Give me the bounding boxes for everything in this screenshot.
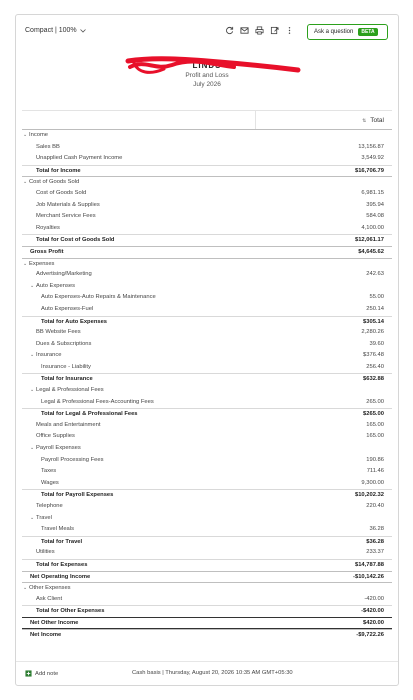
table-row [22,142,392,154]
table-row [22,431,392,443]
row-label: Taxes [41,468,57,475]
row-label: Telephone [36,503,63,509]
row-value[interactable]: $36.28 [366,538,384,545]
row-value[interactable]: 395.94 [366,201,384,208]
table-row [22,466,392,478]
table-row [22,304,392,316]
report-panel [15,14,399,686]
chevron-down-icon[interactable]: ⌄ [30,514,35,521]
section-header-row[interactable] [22,176,392,188]
section-header-row[interactable] [22,350,392,362]
total-row [22,316,392,328]
total-row [22,605,392,617]
table-row [22,455,392,467]
section-header-row[interactable] [22,513,392,525]
row-value[interactable]: 256.40 [366,363,384,370]
table-row [22,188,392,200]
row-label: BB Website Fees [36,329,81,336]
row-label: Legal & Professional Fees [36,387,104,394]
chevron-down-icon[interactable]: ⌄ [30,387,35,394]
row-label: Auto Expenses [36,282,75,289]
row-value[interactable]: $4,645.62 [358,248,384,255]
row-value[interactable]: -$10,142.26 [353,573,384,580]
row-value[interactable]: $16,706.79 [354,167,384,174]
row-label: Payroll Expenses [36,445,81,452]
row-value[interactable]: 190.86 [366,456,384,463]
row-label: Travel Meals [41,526,74,533]
row-value[interactable]: $305.14 [363,318,384,325]
row-label: Advertising/Marketing [36,271,92,278]
chevron-down-icon[interactable]: ⌄ [23,260,28,267]
row-label: Expenses [29,260,55,267]
row-value[interactable]: $10,202.32 [354,492,384,499]
section-header-row[interactable] [22,130,392,142]
row-label: Legal & Professional Fees-Accounting Fees [41,398,154,405]
total-row [22,165,392,177]
row-value[interactable]: $12,061.17 [354,237,384,244]
table-row [22,153,392,165]
row-label: Royalties [36,224,60,231]
total-row [22,536,392,548]
row-value[interactable]: 4,100.00 [361,224,384,231]
row-value[interactable]: 220.40 [366,503,384,509]
total-row [22,246,392,258]
row-value[interactable]: 36.28 [369,526,384,533]
row-label: Cost of Goods Sold [36,189,87,196]
row-label: Auto Expenses-Auto Repairs & Maintenance [41,294,156,301]
table-row [22,292,392,304]
row-label: Total for Legal & Professional Fees [41,411,138,418]
report-period: July 2026 [193,81,221,88]
row-value[interactable]: 165.00 [366,421,384,428]
email-icon[interactable] [240,26,249,35]
row-value[interactable]: 39.60 [369,340,384,347]
section-header-row[interactable] [22,582,392,594]
row-label: Total for Insurance [41,376,93,383]
row-value[interactable]: 2,280.26 [361,329,384,336]
row-label: Net Income [30,631,62,638]
row-label: Insurance [36,352,62,359]
view-select-label: Compact | 100% [25,27,77,34]
table-row [22,501,392,513]
report-toolbar [16,15,398,49]
row-value[interactable]: 55.00 [369,294,384,301]
total-row [22,373,392,385]
row-label: Wages [41,479,59,486]
row-value[interactable]: 711.46 [366,468,384,475]
row-label: Gross Profit [30,248,64,255]
company-name: LINDS [192,61,222,70]
row-label: Job Materials & Supplies [36,201,100,208]
add-note-button[interactable] [25,670,58,677]
table-row [22,547,392,559]
table-row [22,200,392,212]
row-value[interactable]: -420.00 [364,595,384,602]
row-label: Travel [36,514,52,521]
table-header [22,110,392,130]
refresh-icon[interactable] [225,26,234,35]
row-label: Office Supplies [36,433,75,440]
total-row [22,629,392,641]
ask-question-button[interactable] [307,24,388,40]
row-value[interactable]: $14,787.88 [354,561,384,568]
row-label: Net Other Income [30,619,79,626]
row-value[interactable]: 165.00 [366,433,384,440]
row-value[interactable]: 233.37 [366,549,384,556]
report-basis-timestamp: Cash basis | Thursday, August 20, 2026 10:35 AM GMT+05:30 [132,670,293,676]
row-label: Dues & Subscriptions [36,340,92,347]
row-value[interactable]: $420.00 [363,619,384,626]
row-label: Payroll Processing Fees [41,456,104,463]
row-label: Total for Expenses [36,561,88,568]
row-label: Unapplied Cash Payment Income [36,155,123,162]
ask-question-label: Ask a question [314,29,354,35]
total-row [22,408,392,420]
row-label: Other Expenses [29,585,71,592]
more-icon[interactable] [285,26,294,35]
sort-icon: ⇅ [362,118,367,124]
row-value[interactable]: $632.88 [363,376,384,383]
chevron-down-icon [80,29,86,33]
table-row [22,397,392,409]
total-row [22,234,392,246]
row-label: Utilities [36,549,55,556]
row-value[interactable]: 584.08 [366,213,384,220]
row-label: Total for Income [36,167,81,174]
section-header-row[interactable] [22,385,392,397]
table-row [22,420,392,432]
table-row [22,524,392,536]
row-label: Sales BB [36,143,60,150]
row-value[interactable]: $376.48 [363,352,384,359]
row-value[interactable]: 3,549.92 [361,155,384,162]
row-label: Merchant Service Fees [36,213,96,220]
row-value[interactable]: 265.00 [366,398,384,405]
chevron-down-icon[interactable]: ⌄ [23,585,28,592]
chevron-down-icon[interactable]: ⌄ [30,445,35,452]
note-icon [25,670,32,677]
report-footer [16,661,398,685]
section-header-row[interactable] [22,258,392,270]
row-value[interactable]: 250.14 [366,305,384,312]
report-title: Profit and Loss [185,72,229,79]
section-header-row[interactable] [22,443,392,455]
chevron-down-icon[interactable]: ⌄ [23,132,28,138]
row-value[interactable]: -$9,722.26 [356,631,384,638]
chevron-down-icon[interactable]: ⌄ [30,282,35,289]
row-label: Meals and Entertainment [36,421,101,428]
row-value[interactable]: $265.00 [363,411,384,418]
row-value[interactable]: 6,981.15 [361,189,384,196]
add-note-label: Add note [35,670,59,677]
print-icon[interactable] [255,26,264,35]
row-label: Total for Cost of Goods Sold [36,237,115,244]
table-row [22,223,392,235]
table-row [22,327,392,339]
table-row [22,339,392,351]
row-value[interactable]: 242.63 [366,271,384,278]
total-row [22,489,392,501]
row-label: Ask Client [36,595,63,602]
total-row [22,617,392,629]
total-row [22,571,392,583]
row-label: Cost of Goods Sold [29,179,80,186]
row-label: Total for Travel [41,538,83,545]
row-label: Total for Payroll Expenses [41,492,114,499]
row-value[interactable]: 9,300.00 [361,479,384,486]
section-header-row[interactable] [22,281,392,293]
row-label: Net Operating Income [30,573,91,580]
chevron-down-icon[interactable]: ⌄ [23,179,28,186]
table-row [22,594,392,606]
table-row [22,269,392,281]
row-label: Auto Expenses-Fuel [41,305,94,312]
row-label: Total for Other Expenses [36,608,105,615]
export-icon[interactable] [270,26,279,35]
row-value[interactable]: -$420.00 [361,608,384,615]
table-row [22,478,392,490]
row-label: Total for Auto Expenses [41,318,108,325]
report-rows [22,130,392,640]
total-column-header[interactable]: ⇅ Total [362,117,384,124]
beta-badge: BETA [358,28,377,36]
row-label: Income [29,132,49,138]
row-label: Insurance - Liability [41,363,91,370]
table-row [22,362,392,374]
table-row [22,211,392,223]
total-row [22,559,392,571]
view-select[interactable] [25,27,86,34]
chevron-down-icon[interactable]: ⌄ [30,352,35,359]
row-value[interactable]: 13,156.87 [358,143,384,150]
